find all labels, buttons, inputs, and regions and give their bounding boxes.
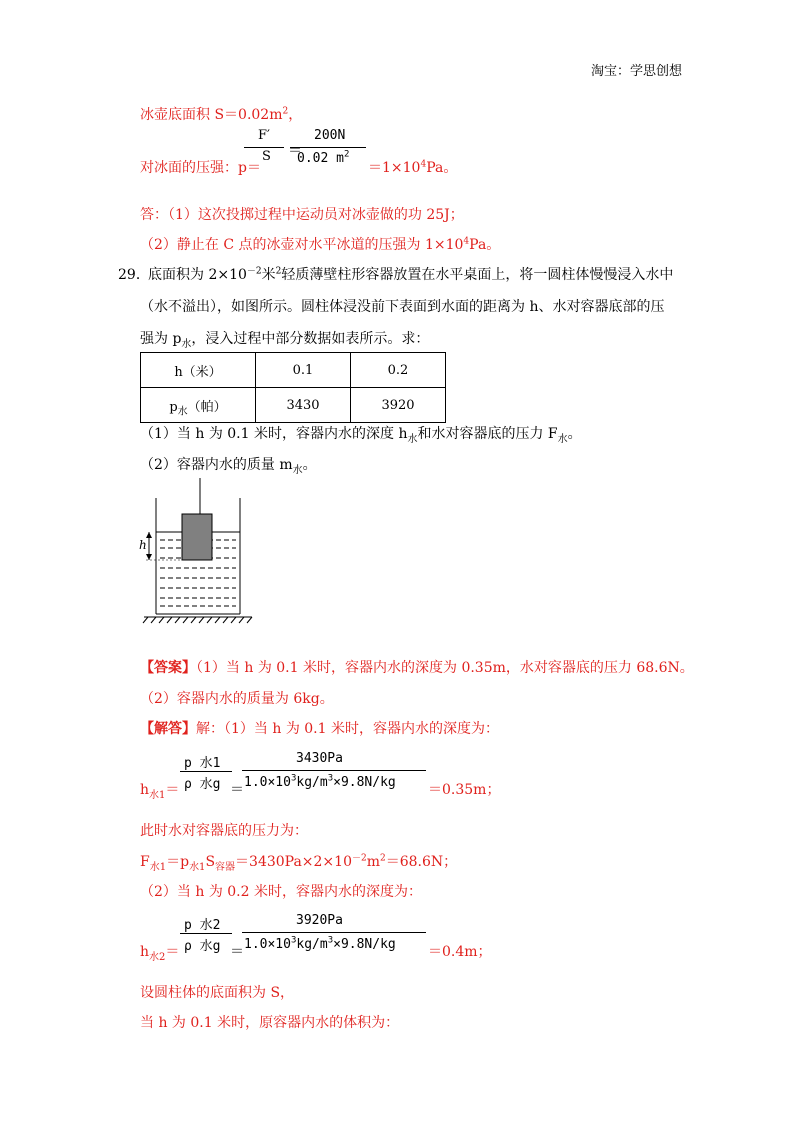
formula3-result: ＝0.4m； (428, 944, 492, 960)
fraction-f-over-s-den: S (262, 149, 271, 164)
pressure-result: $=1\times 10^4Pa$。 (368, 159, 458, 176)
answer-work: 答：（1）这次投掷过程中运动员对冰壶做的功 25J； (140, 207, 464, 223)
solution-line-1: 【解答】解：（1）当 h 为 0.1 米时，容器内水的深度为： (140, 721, 499, 737)
answer-line-1: 【答案】（1）当 h 为 0.1 米时，容器内水的深度为 0.35m，水对容器底的压力 68.6N。 (140, 660, 694, 676)
formula1-result: ＝0.35m； (428, 782, 501, 798)
force-formula: $F_{水1}=p_{水1}S_{容器}=3430Pa\times 2\times 10^{-2}m^2=68.6N$； (140, 853, 458, 873)
formula1-den2: $1.0\times 10^3kg/m^3\times 9.8N/kg$ (244, 773, 396, 790)
container-figure (130, 478, 260, 628)
table-row (141, 353, 446, 388)
equals-sign: ＝ (288, 143, 302, 159)
formula1-num2: 3430Pa (296, 751, 343, 766)
formula3-lhs: $h_{水2}=$ (140, 944, 180, 963)
sub-question-2: （2）容器内水的质量 $m_水$。 (140, 457, 317, 476)
table-cell: 0.1 (256, 353, 351, 388)
volume-line: 当 h 为 0.1 米时，原容器内水的体积为： (140, 1015, 400, 1031)
table-cell: h（米） (141, 353, 256, 388)
equals-sign: ＝ (230, 944, 244, 960)
fraction-200n-den: 0.02 $m^2$ (297, 149, 350, 166)
formula3-num2: 3920Pa (296, 913, 343, 928)
sub-question-1: （1）当 h 为 0.1 米时，容器内水的深度 $h_水$和水对容器底的压力 $F_水$。 (140, 426, 582, 445)
fraction-f-over-s-num: F′ (258, 128, 270, 143)
fraction-bar (290, 147, 366, 148)
data-table (140, 352, 446, 423)
fraction-bar (244, 147, 284, 148)
table-row (141, 388, 446, 423)
h-label: h (139, 538, 147, 552)
answer-line-2: （2）容器内水的质量为 6kg。 (140, 691, 334, 707)
answer-pressure: （2）静止在 C 点的冰壶对水平冰道的压强为 $1\times 10^4Pa$。 (140, 236, 501, 253)
solution-line-2: （2）当 h 为 0.2 米时，容器内水的深度为： (140, 884, 422, 900)
table-cell: 0.2 (351, 353, 446, 388)
formula3-den: ρ 水g (184, 939, 221, 954)
cylinder (182, 514, 212, 560)
set-area-line: 设圆柱体的底面积为 S， (140, 985, 295, 1001)
pressure-label: 对冰面的压强：p＝ (140, 160, 261, 176)
formula3-den2: $1.0\times 10^3kg/m^3\times 9.8N/kg$ (244, 935, 396, 952)
equals-sign: ＝ (230, 782, 244, 798)
table-cell: 3920 (351, 388, 446, 423)
page-header: 淘宝：学思创想 (590, 64, 682, 79)
question-line-3: 强为 $p_水$，浸入过程中部分数据如表所示。求： (140, 331, 430, 350)
fraction-bar (242, 770, 426, 771)
fraction-bar (242, 932, 426, 933)
formula1-lhs: $h_{水1}=$ (140, 782, 180, 801)
table-cell: $p_水$（帕） (141, 388, 256, 423)
table-cell: 3430 (256, 388, 351, 423)
question-line-2: （水不溢出），如图所示。圆柱体浸没前下表面到水面的距离为 h、水对容器底部的压 (140, 299, 665, 315)
formula3-num: p 水2 (184, 918, 221, 933)
formula1-num: p 水1 (184, 756, 221, 771)
base-area-line: 冰壶底面积 $S=0.02m^2$， (140, 106, 303, 123)
fraction-200n-num: 200N (314, 128, 346, 143)
formula1-den: ρ 水g (184, 777, 221, 792)
pressure-intro: 此时水对容器底的压力为： (140, 823, 308, 839)
question-number: 29． (118, 267, 150, 283)
fraction-bar (180, 933, 232, 934)
question-line-1: 底面积为 $2\times 10^{-2}$米$^2$轻质薄壁柱形容器放置在水平桌面上，将一圆柱体慢慢浸入水中 (148, 266, 674, 283)
fraction-bar (180, 771, 232, 772)
